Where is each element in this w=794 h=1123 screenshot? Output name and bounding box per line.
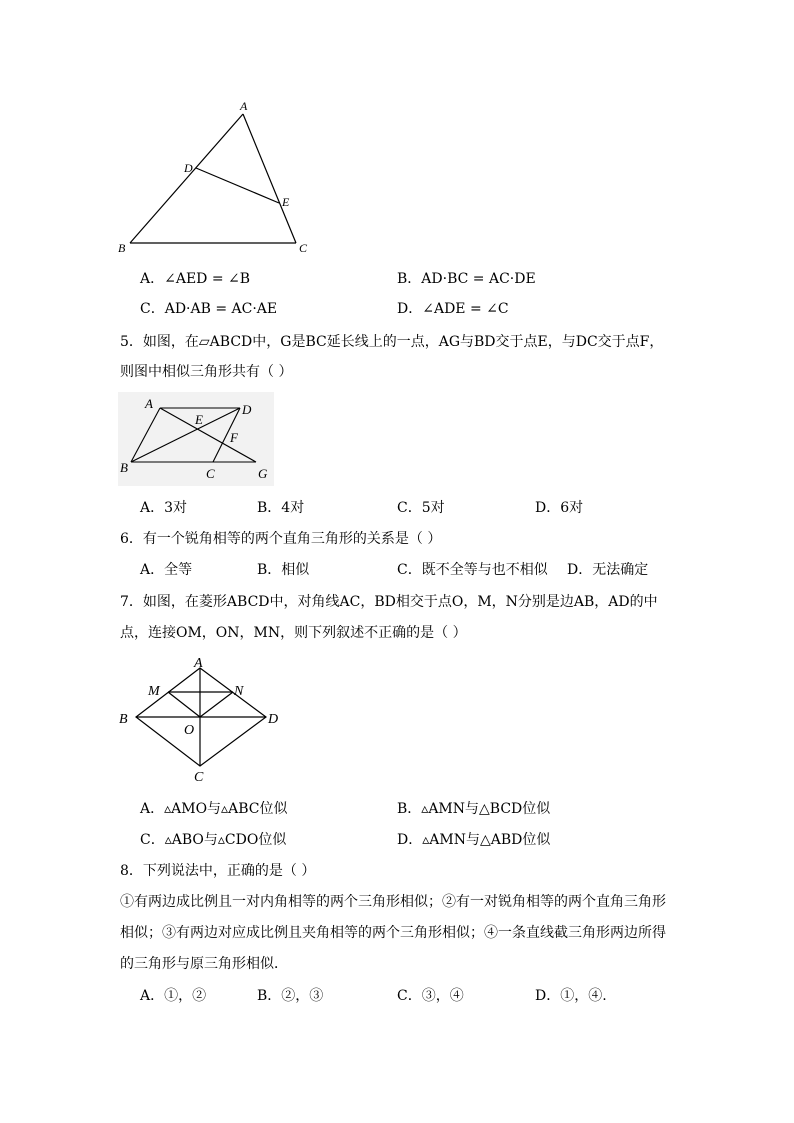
q7-stem-line1: 7．如图，在菱形ABCD中，对角线AC，BD相交于点O，M，N分别是边AB，AD的中 <box>120 594 658 610</box>
q4-option-b[interactable]: B．AD·BC = AC·DE <box>397 271 536 287</box>
q8-option-d[interactable]: D．①，④. <box>535 988 607 1004</box>
rhombus-figure <box>116 652 292 786</box>
q5-option-b[interactable]: B．4对 <box>257 500 305 516</box>
segment-bd <box>131 408 240 462</box>
q8-stem: 8．下列说法中，正确的是（ ） <box>120 863 316 879</box>
segment-om <box>168 692 200 717</box>
q4-option-c[interactable]: C．AD·AB = AC·AE <box>140 301 278 317</box>
label-a: A <box>145 396 153 411</box>
triangle-figure-ade <box>110 96 320 261</box>
segment-de <box>196 168 279 203</box>
q8-statement-line3: 的三角形与原三角形相似． <box>120 956 288 972</box>
q5-stem-line1: 5．如图，在▱ABCD中，G是BC延长线上的一点，AG与BD交于点E，与DC交于点F， <box>120 334 664 350</box>
q7-option-d[interactable]: D．▵AMN与△ABD位似 <box>397 832 551 848</box>
segment-ac <box>243 114 296 243</box>
label-n: N <box>234 684 244 699</box>
q8-statement-line1: ①有两边成比例且一对内角相等的两个三角形相似；②有一对锐角相等的两个直角三角形 <box>120 894 666 910</box>
q6-option-a[interactable]: A．全等 <box>140 562 193 578</box>
q6-option-b[interactable]: B．相似 <box>257 562 310 578</box>
q8-option-c[interactable]: C．③，④ <box>397 988 464 1004</box>
label-m: M <box>148 684 160 699</box>
parallelogram-figure <box>118 392 274 486</box>
q8-option-a[interactable]: A．①，② <box>140 988 207 1004</box>
q5-option-c[interactable]: C．5对 <box>397 500 445 516</box>
q6-option-d[interactable]: D．无法确定 <box>567 562 649 578</box>
label-e: E <box>282 195 290 209</box>
label-c: C <box>299 241 308 255</box>
label-b: B <box>118 241 126 255</box>
label-o: O <box>184 723 195 738</box>
segment-ab <box>130 114 243 243</box>
q6-option-c[interactable]: C．既不全等与也不相似 <box>397 562 548 578</box>
label-a: A <box>240 99 248 113</box>
q7-stem-line2: 点，连接OM，ON，MN，则下列叙述不正确的是（ ） <box>120 625 467 641</box>
q6-stem: 6．有一个锐角相等的两个直角三角形的关系是（ ） <box>120 531 442 547</box>
q8-statement-line2: 相似；③有两边对应成比例且夹角相等的两个三角形相似；④一条直线截三角形两边所得 <box>120 925 666 941</box>
label-e: E <box>195 412 203 427</box>
label-f: F <box>230 430 238 445</box>
q5-option-a[interactable]: A．3对 <box>140 500 188 516</box>
label-d: D <box>268 712 279 727</box>
q4-option-a[interactable]: A．∠AED = ∠B <box>140 271 251 287</box>
q8-option-b[interactable]: B．②，③ <box>257 988 324 1004</box>
q7-option-c[interactable]: C．▵ABO与▵CDO位似 <box>140 832 287 848</box>
q4-option-d[interactable]: D．∠ADE = ∠C <box>397 301 509 317</box>
label-g: G <box>258 466 268 481</box>
label-b: B <box>120 460 128 475</box>
label-a: A <box>194 656 203 671</box>
q7-option-a[interactable]: A．▵AMO与▵ABC位似 <box>140 801 288 817</box>
q5-stem-line2: 则图中相似三角形共有（ ） <box>120 364 293 380</box>
q7-option-b[interactable]: B．▵AMN与△BCD位似 <box>397 801 551 817</box>
label-c: C <box>194 770 204 785</box>
q5-option-d[interactable]: D．6对 <box>535 500 584 516</box>
label-d: D <box>242 402 252 417</box>
segment-ab <box>131 408 160 462</box>
label-d: D <box>184 161 193 175</box>
segment-on <box>200 692 233 717</box>
label-b: B <box>119 712 128 727</box>
label-c: C <box>206 466 215 481</box>
